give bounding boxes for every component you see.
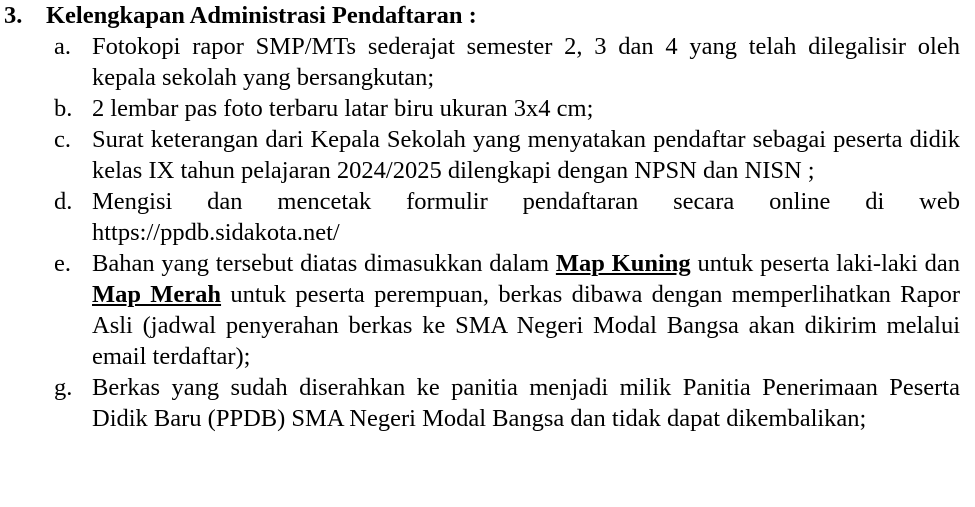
list-item-c: [54, 124, 960, 186]
list-item-text: 2 lembar pas foto terbaru latar biru ukuran 3x4 cm;: [92, 95, 594, 122]
list-item-g: [54, 372, 960, 434]
list-item-e: [54, 248, 960, 372]
list-marker: b.: [54, 95, 73, 122]
list-item-text: Surat keterangan dari Kepala Sekolah yang menyatakan pendaftar sebagai peserta didik kelas IX tahun pelajaran 2024/2025 dilengkapi dengan NPSN dan NISN ;: [92, 126, 960, 184]
list-item-d: [54, 186, 960, 248]
text-fragment: untuk peserta laki-laki dan: [690, 250, 960, 277]
text-fragment: untuk peserta perempuan, berkas dibawa dengan memperlihatkan Rapor Asli (jadwal penyerahan berkas ke SMA Negeri Modal Bangsa akan dikirim melalui email terdaftar);: [92, 281, 960, 370]
list-marker: c.: [54, 126, 71, 153]
map-merah-emphasis: Map Merah: [92, 281, 222, 308]
section-number: 3.: [4, 2, 23, 29]
list-item-text: Berkas yang sudah diserahkan ke panitia menjadi milik Panitia Penerimaan Peserta Didik Baru (PPDB) SMA Negeri Modal Bangsa dan tidak dapat dikembalikan;: [92, 374, 960, 432]
list-item-b: [54, 93, 960, 124]
requirements-list: [54, 31, 960, 434]
list-item-a: [54, 31, 960, 93]
list-item-text: [92, 248, 960, 372]
list-marker: g.: [54, 374, 73, 401]
map-kuning-emphasis: Map Kuning: [555, 250, 691, 277]
list-item-text: Fotokopi rapor SMP/MTs sederajat semester 2, 3 dan 4 yang telah dilegalisir oleh kepala sekolah yang bersangkutan;: [92, 33, 960, 91]
list-item-text: Mengisi dan mencetak formulir pendaftaran secara online di web https://ppdb.sidakota.net/: [92, 188, 960, 246]
list-marker: e.: [54, 250, 71, 277]
text-fragment: Bahan yang tersebut diatas dimasukkan dalam: [92, 250, 556, 277]
list-marker: a.: [54, 33, 71, 60]
section-heading: [4, 0, 477, 31]
list-marker: d.: [54, 188, 73, 215]
section-title: Kelengkapan Administrasi Pendaftaran :: [46, 2, 477, 29]
